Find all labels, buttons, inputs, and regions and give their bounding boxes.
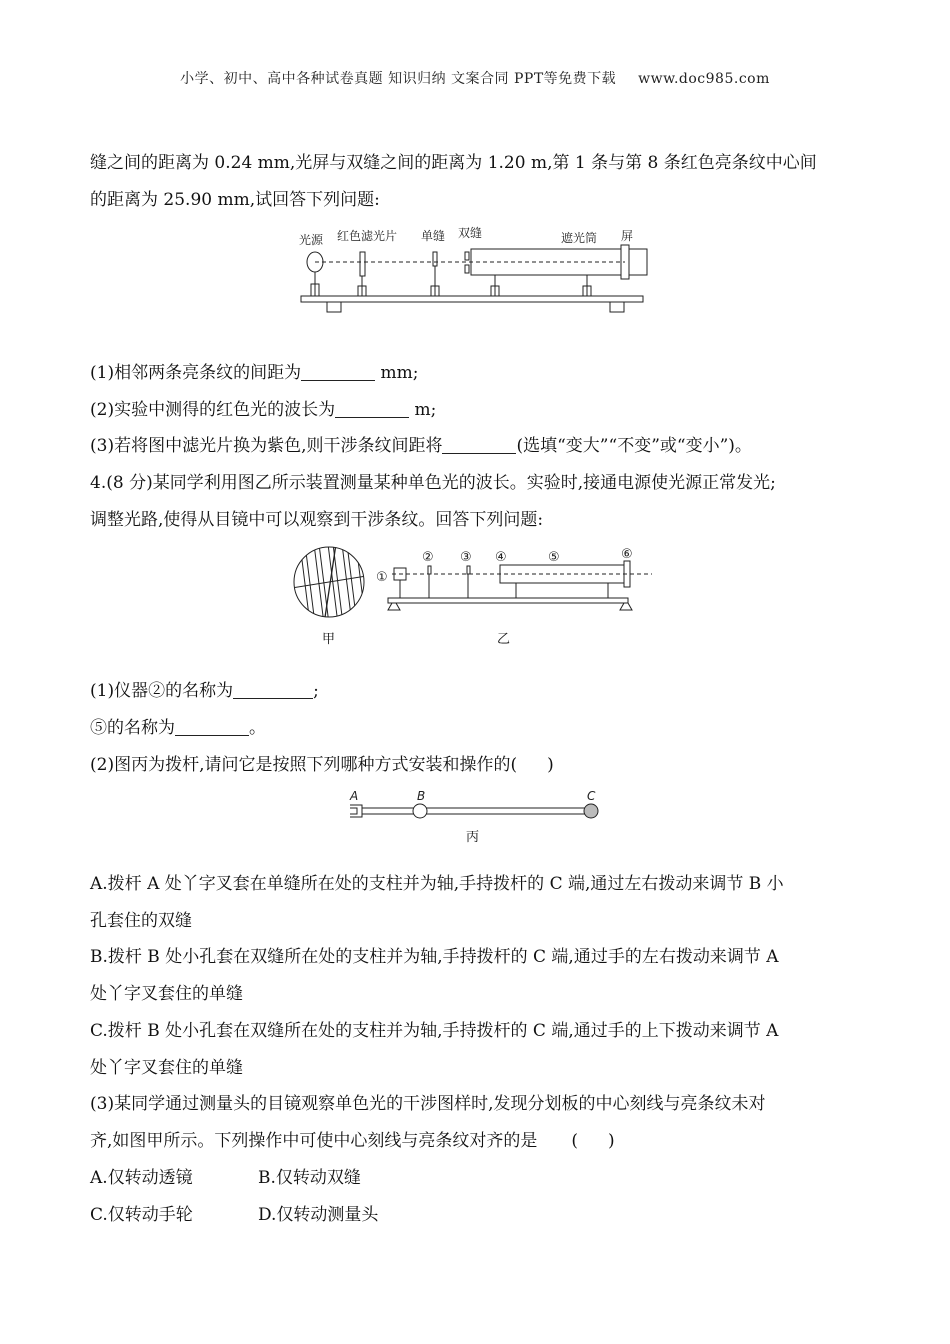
option-b-line-1[interactable]: B.拨杆 B 处小孔套在双缝所在处的支柱并为轴,手持拨杆的 C 端,通过手的左右拨动来调节 A (90, 947, 779, 967)
answer-blank-1[interactable] (301, 364, 375, 381)
answer-blank-5[interactable] (175, 719, 249, 736)
fig1-label-single-slit: 单缝 (421, 229, 446, 243)
fig1-label-screen: 屏 (621, 229, 634, 243)
part3-line-1: (3)某同学通过测量头的目镜观察单色光的干涉图样时,发现分划板的中心刻线与亮条纹未对 (90, 1094, 766, 1114)
lever-fork (350, 805, 362, 817)
q4-line-1: 4.(8 分)某同学利用图乙所示装置测量某种单色光的波长。实验时,接通电源使光源正常发光; (90, 473, 776, 493)
lever-label-c: C (587, 789, 596, 803)
option-c-line-2: 处丫字叉套住的单缝 (90, 1058, 243, 1078)
fig1-foot-left (327, 302, 341, 312)
answer-blank-3[interactable] (442, 437, 516, 454)
fig2-marker-6: ⑥ (621, 547, 633, 562)
fig2-caption-left: 甲 (322, 632, 336, 647)
option-a-line[interactable]: A.仅转动透镜 (90, 1168, 193, 1188)
fig2-marker-2: ② (422, 550, 434, 565)
fig1-double-slit (465, 252, 469, 260)
option-c-line[interactable]: C.仅转动手轮 (90, 1205, 193, 1225)
fig2-marker-5: ⑤ (548, 550, 560, 565)
q3-part3: (3)若将图中滤光片换为紫色,则干涉条纹间距将 (选填“变大”“不变”或“变小”)。 (90, 436, 752, 456)
part3-line-2: 齐,如图甲所示。下列操作中可使中心刻线与亮条纹对齐的是 ( ) (90, 1131, 615, 1151)
fig1-single-slit (433, 252, 437, 266)
q3-part1: (1)相邻两条亮条纹的间距为 mm; (90, 363, 419, 383)
fig2-marker-3: ③ (460, 550, 472, 565)
fig1-rail (301, 296, 643, 302)
fig1-label-tube: 遮光筒 (561, 231, 598, 245)
q4-line-2: 调整光路,使得从目镜中可以观察到干涉条纹。回答下列问题: (90, 510, 544, 530)
apparatus-figure-2 (292, 544, 662, 644)
option-d-line[interactable]: D.仅转动测量头 (258, 1205, 379, 1225)
eyepiece-view (292, 544, 366, 624)
apparatus-figure-1 (295, 222, 655, 327)
answer-blank-2[interactable] (335, 401, 409, 418)
lever-hole (413, 804, 427, 818)
fig2-rail (388, 598, 628, 603)
fig2-marker-1: ① (376, 570, 388, 585)
fig1-label-red-filter: 红色滤光片 (337, 229, 398, 243)
part2-question: (2)图丙为拨杆,请问它是按照下列哪种方式安装和操作的( ) (90, 755, 554, 775)
lever-label-b: B (417, 789, 426, 803)
option-b-line-2: 处丫字叉套住的单缝 (90, 984, 243, 1004)
fig1-foot-right (610, 302, 624, 312)
answer-blank-4[interactable] (233, 682, 313, 699)
part1-line-1: (1)仪器②的名称为 ; (90, 681, 319, 701)
lever-label-a: A (350, 789, 359, 803)
fig2-caption-right: 乙 (497, 632, 511, 647)
fig1-label-double-slit: 双缝 (458, 226, 483, 240)
fig2-marker-4: ④ (495, 550, 507, 565)
option-a-line-1[interactable]: A.拨杆 A 处丫字叉套在单缝所在处的支柱并为轴,手持拨杆的 C 端,通过左右拨动来调节 B 小 (90, 874, 784, 894)
lever-end (584, 804, 598, 818)
option-a-line-2: 孔套住的双缝 (90, 911, 192, 931)
page-header (0, 68, 950, 88)
part1-line-2: ⑤的名称为 。 (90, 718, 266, 738)
option-c-line-1[interactable]: C.拨杆 B 处小孔套在双缝所在处的支柱并为轴,手持拨杆的 C 端,通过手的上下拨动来调节 A (90, 1021, 779, 1041)
option-b-line[interactable]: B.仅转动双缝 (258, 1168, 361, 1188)
lever-caption: 丙 (466, 830, 480, 845)
header-url[interactable]: www.doc985.com (638, 71, 770, 87)
q3-part2: (2)实验中测得的红色光的波长为 m; (90, 400, 437, 420)
fig1-filter (360, 252, 365, 276)
header-text: 小学、初中、高中各种试卷真题 知识归纳 文案合同 PPT等免费下载 (180, 71, 617, 87)
fig1-label-light-source: 光源 (299, 233, 324, 247)
intro-line-2: 的距离为 25.90 mm,试回答下列问题: (90, 190, 380, 210)
intro-line-1: 缝之间的距离为 0.24 mm,光屏与双缝之间的距离为 1.20 m,第 1 条与第 8 条红色亮条纹中心间 (90, 153, 817, 173)
